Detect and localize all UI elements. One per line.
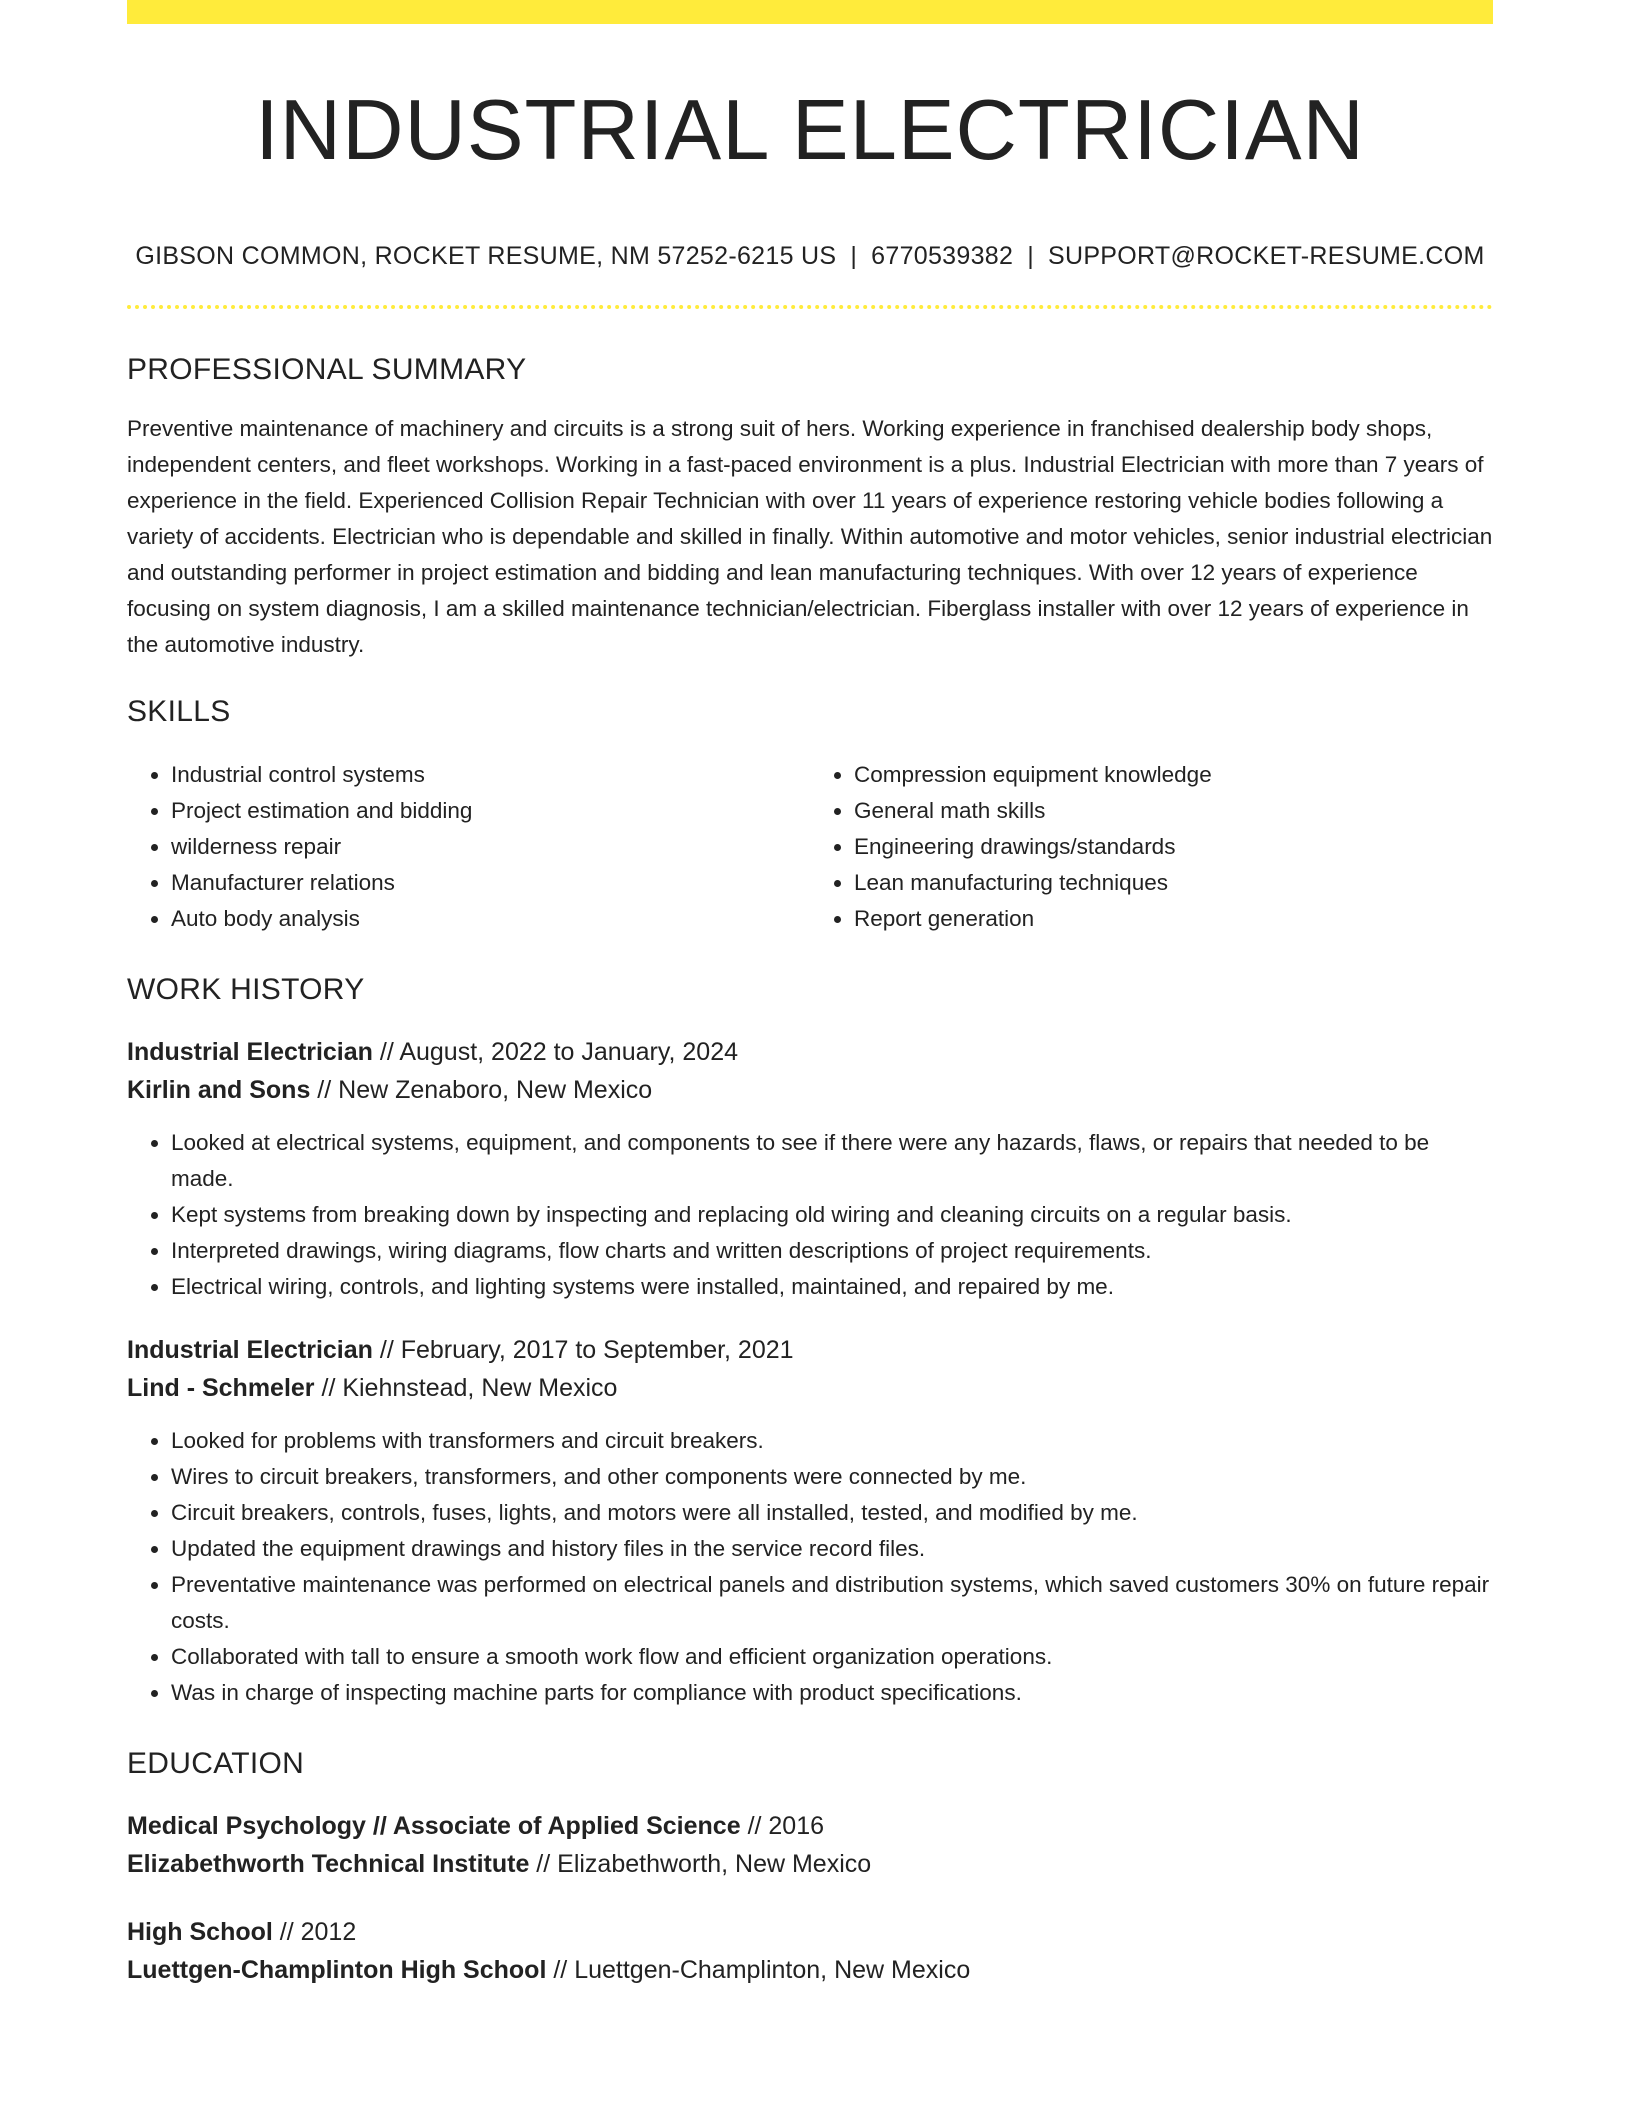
job-duty: • Electrical wiring, controls, and lighting systems were installed, maintained, and repaired by me. — [171, 1269, 1493, 1305]
contact-phone: 6770539382 — [871, 241, 1014, 270]
contact-line — [127, 242, 1493, 271]
resume-title: INDUSTRIAL ELECTRICIAN — [255, 83, 1365, 178]
job-dates: // February, 2017 to September, 2021 — [372, 1335, 794, 1364]
job-duty: • Updated the equipment drawings and history files in the service record files. — [171, 1531, 1493, 1567]
education-school: Luettgen-Champlinton High School — [127, 1955, 547, 1984]
education-school: Elizabethworth Technical Institute — [127, 1849, 530, 1878]
job-location: // Kiehnstead, New Mexico — [314, 1373, 618, 1402]
job-entry — [127, 1331, 1493, 1711]
job-company-line — [127, 1071, 1493, 1109]
skills-list — [127, 757, 1493, 937]
education-entry — [127, 1807, 1493, 1883]
header-divider — [127, 305, 1493, 309]
education-degree: High School — [127, 1917, 273, 1946]
education-entry — [127, 1913, 1493, 1989]
education-heading: EDUCATION — [127, 1746, 305, 1780]
education-degree: Medical Psychology // Associate of Applied Science — [127, 1811, 741, 1840]
resume-page — [127, 0, 1493, 1989]
education-school-line — [127, 1951, 1493, 1989]
skill-item: • Report generation — [854, 901, 1493, 937]
contact-separator: | — [1027, 241, 1034, 270]
contact-separator: | — [850, 241, 858, 270]
work-history-heading: WORK HISTORY — [127, 972, 365, 1006]
contact-address: GIBSON COMMON, ROCKET RESUME, NM 57252-6215 US — [135, 241, 837, 270]
job-duty: • Wires to circuit breakers, transformers, and other components were connected by me. — [171, 1459, 1493, 1495]
job-duties — [127, 1125, 1493, 1305]
job-role: Industrial Electrician — [127, 1335, 373, 1364]
skill-item: • General math skills — [854, 793, 1493, 829]
job-entry — [127, 1033, 1493, 1305]
skills-column-right — [810, 757, 1493, 937]
job-company: Kirlin and Sons — [127, 1075, 311, 1104]
education-location: // Luettgen-Champlinton, New Mexico — [546, 1955, 971, 1984]
education-school-line — [127, 1845, 1493, 1883]
skill-item: • Lean manufacturing techniques — [854, 865, 1493, 901]
job-duty: • Preventative maintenance was performed on electrical panels and distribution systems, which saved customers 30% on future repair costs. — [171, 1567, 1493, 1639]
skill-item: • wilderness repair — [171, 829, 810, 865]
skill-item: • Manufacturer relations — [171, 865, 810, 901]
job-duty: • Was in charge of inspecting machine parts for compliance with product specifications. — [171, 1675, 1493, 1711]
job-location: // New Zenaboro, New Mexico — [310, 1075, 653, 1104]
job-duties — [127, 1423, 1493, 1711]
summary-text: Preventive maintenance of machinery and circuits is a strong suit of hers. Working experience in franchised dealership body shops, independent centers, and fleet workshops. Working in a fast-paced environment is a plus. Industrial Electrician with more than 7 years of experience in the field. Experienced Collision Repair Technician with over 11 years of experience restoring vehicle bodies following a variety of accidents. Electrician who is dependable and skilled in finally. Within automotive and motor vehicles, senior industrial electrician and outstanding performer in project estimation and bidding and lean manufacturing techniques. With over 12 years of experience focusing on system diagnosis, I am a skilled maintenance technician/electrician. Fiberglass installer with over 12 years of experience in the automotive industry. — [127, 415, 1493, 657]
skill-item: • Auto body analysis — [171, 901, 810, 937]
job-duty: • Interpreted drawings, wiring diagrams, flow charts and written descriptions of project requirements. — [171, 1233, 1493, 1269]
education-year: // 2012 — [272, 1917, 357, 1946]
job-duty: • Looked at electrical systems, equipment, and components to see if there were any hazards, flaws, or repairs that needed to be made. — [171, 1125, 1493, 1197]
skill-item: • Project estimation and bidding — [171, 793, 810, 829]
job-role: Industrial Electrician — [127, 1037, 373, 1066]
job-duty: • Collaborated with tall to ensure a smooth work flow and efficient organization operations. — [171, 1639, 1493, 1675]
skill-item: • Compression equipment knowledge — [854, 757, 1493, 793]
skill-item: • Industrial control systems — [171, 757, 810, 793]
job-company: Lind - Schmeler — [127, 1373, 315, 1402]
job-title-line — [127, 1033, 1493, 1071]
education-location: // Elizabethworth, New Mexico — [529, 1849, 872, 1878]
skill-item: • Engineering drawings/standards — [854, 829, 1493, 865]
education-degree-line — [127, 1807, 1493, 1845]
job-duty: • Looked for problems with transformers and circuit breakers. — [171, 1423, 1493, 1459]
summary-heading: PROFESSIONAL SUMMARY — [127, 352, 527, 386]
job-duty: • Circuit breakers, controls, fuses, lights, and motors were all installed, tested, and modified by me. — [171, 1495, 1493, 1531]
job-company-line — [127, 1369, 1493, 1407]
top-accent-bar — [127, 0, 1493, 24]
job-dates: // August, 2022 to January, 2024 — [372, 1037, 738, 1066]
contact-email: SUPPORT@ROCKET-RESUME.COM — [1048, 241, 1485, 270]
job-duty: • Kept systems from breaking down by inspecting and replacing old wiring and cleaning circuits on a regular basis. — [171, 1197, 1493, 1233]
job-title-line — [127, 1331, 1493, 1369]
education-year: // 2016 — [740, 1811, 825, 1840]
education-degree-line — [127, 1913, 1493, 1951]
skills-heading: SKILLS — [127, 694, 231, 728]
skills-column-left — [127, 757, 810, 937]
